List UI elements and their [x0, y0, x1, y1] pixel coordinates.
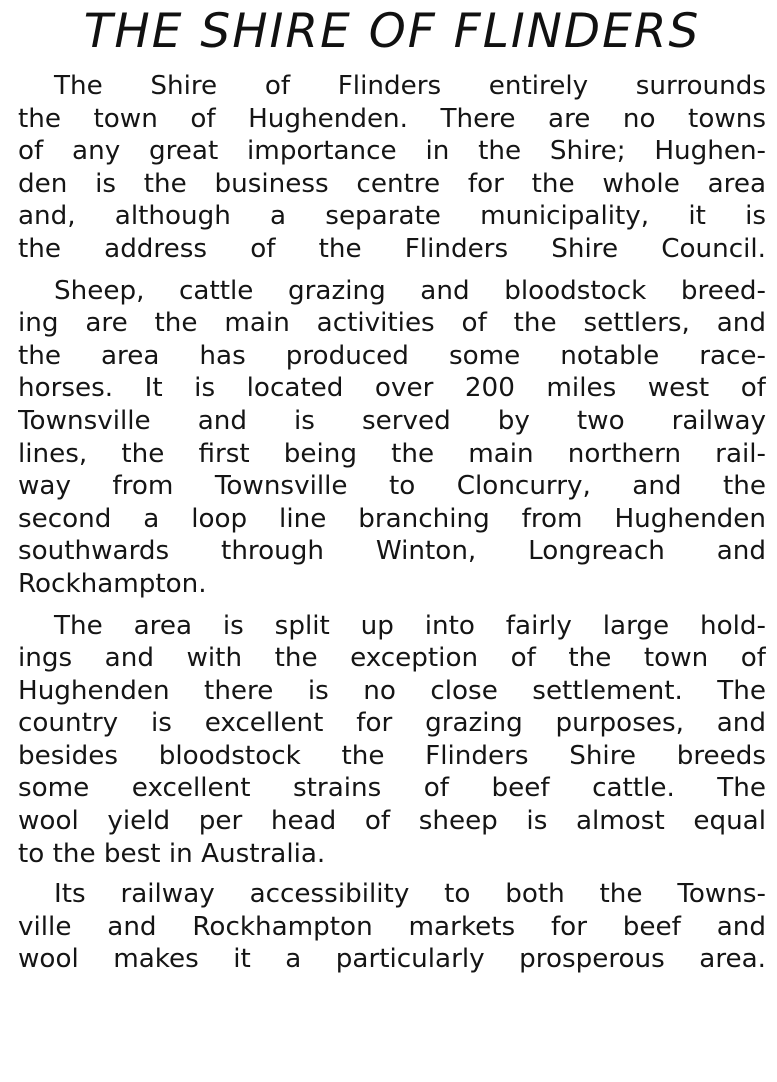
paragraph-line: Rockhampton. — [18, 568, 207, 599]
paragraph-line: Its railway accessibility to both the Towns- — [54, 879, 766, 910]
paragraph-line: The area is split up into fairly large hold- — [54, 610, 766, 641]
paragraph-holdings-grazing — [18, 610, 766, 871]
paragraph-line: ing are the main activities of the settlers, and — [18, 308, 766, 339]
paragraph-line: Sheep, cattle grazing and bloodstock breed- — [54, 275, 766, 306]
paragraph-line: the address of the Flinders Shire Council. — [18, 233, 766, 264]
paragraph-line: besides bloodstock the Flinders Shire breeds — [18, 740, 766, 771]
paragraph-line: ings and with the exception of the town of — [18, 643, 766, 674]
paragraph-line: ville and Rockhampton markets for beef and — [18, 911, 766, 942]
article-headline: THE SHIRE OF FLINDERS — [83, 4, 701, 59]
paragraph-line: lines, the first being the main northern rail- — [18, 438, 766, 469]
paragraph-line: country is excellent for grazing purposes, and — [18, 708, 766, 739]
paragraph-line: second a loop line branching from Hughenden — [18, 503, 766, 534]
paragraph-line: Townsville and is served by two railway — [18, 405, 766, 436]
paragraph-shire-overview — [18, 70, 766, 266]
paragraph-line: horses. It is located over 200 miles west of — [18, 373, 766, 404]
paragraph-activities-railways — [18, 275, 766, 601]
paragraph-line: the area has produced some notable race- — [18, 340, 766, 371]
paragraph-line: the town of Hughenden. There are no towns — [18, 103, 766, 134]
paragraph-line: and, although a separate municipality, it is — [18, 201, 766, 232]
paragraph-line: southwards through Winton, Longreach and — [18, 536, 766, 567]
paragraph-line: wool makes it a particularly prosperous area. — [18, 944, 766, 975]
paragraph-line: den is the business centre for the whole area — [18, 168, 766, 199]
newspaper-clipping — [18, 0, 766, 1082]
paragraph-market-access — [18, 878, 766, 976]
paragraph-line: Hughenden there is no close settlement. The — [18, 675, 766, 706]
paragraph-line: way from Townsville to Cloncurry, and the — [18, 471, 766, 502]
paragraph-line: wool yield per head of sheep is almost equal — [18, 806, 766, 837]
paragraph-line: some excellent strains of beef cattle. The — [18, 773, 766, 804]
paragraph-line: of any great importance in the Shire; Hughen- — [18, 136, 766, 167]
paragraph-line: The Shire of Flinders entirely surrounds — [54, 71, 766, 101]
paragraph-line: to the best in Australia. — [18, 838, 326, 869]
